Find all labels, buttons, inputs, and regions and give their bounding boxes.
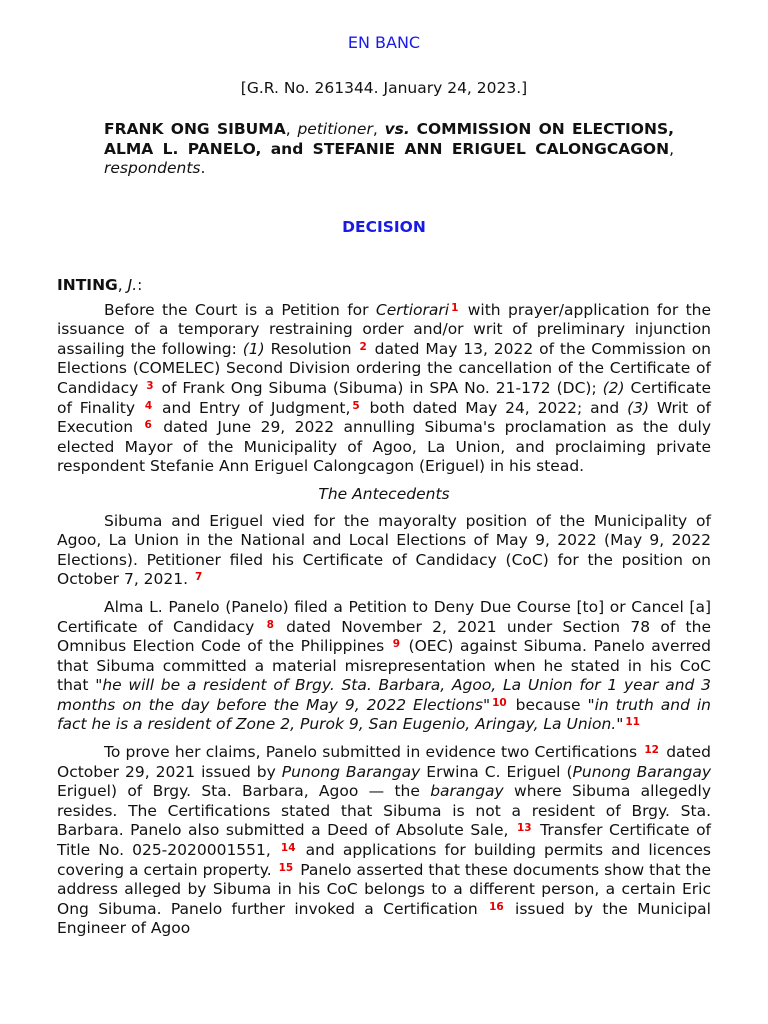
footnote-link-15[interactable]: 15: [278, 861, 294, 874]
footnote-link-10[interactable]: 10: [492, 696, 507, 709]
ponente: INTING, J.:: [57, 276, 143, 294]
respondents-names: COMMISSION ON ELECTIONS, ALMA L. PANELO, and STEFANIE ANN ERIGUEL CALONGCAGON: [104, 120, 675, 158]
respondents-role: respondents: [104, 159, 201, 177]
footnote-link-4[interactable]: 4: [144, 399, 153, 412]
section-heading-antecedents: The Antecedents: [318, 484, 450, 503]
petitioner-name: FRANK ONG SIBUMA: [104, 120, 286, 138]
footnote-link-2[interactable]: 2: [359, 340, 367, 353]
division-label: EN BANC: [347, 33, 421, 52]
footnote-link-13[interactable]: 13: [516, 822, 532, 835]
petitioner-role: petitioner: [297, 120, 373, 138]
footnote-link-14[interactable]: 14: [280, 842, 296, 855]
footnote-link-1[interactable]: 1: [451, 301, 459, 314]
case-number: [G.R. No. 261344. January 24, 2023.]: [240, 79, 528, 97]
paragraph-1: Before the Court is a Petition for Certiorari $^1$ with prayer/application for the issuance of a temporary restraining order and/or writ of preliminary injunction assailing the following: (1) Resolution $^2$ dated May 13, 2022 of the Commission on Elections (COMELEC) Second Division ordering the cancellation of the Certificate of Candidacy $^3$ of Frank Ong Sibuma (Sibuma) in SPA No. 21-172 (DC); (2) Certificate of Finality $^4$ and Entry of Judgment, $^5$ both dated May 24, 2022; and (3) Writ of Execution $^6$ dated June 29, 2022 annulling Sibuma's proclamation as the duly elected Mayor of the Municipality of Agoo, La Union, and proclaiming private respondent Stefanie Ann Eriguel Calongcagon (Eriguel) in his stead.: [57, 300, 712, 476]
footnote-link-16[interactable]: 16: [489, 900, 504, 913]
versus-label: vs.: [384, 120, 410, 138]
paragraph-3: Alma L. Panelo (Panelo) filed a Petition to Deny Due Course [to] or Cancel [a] Certificate of Candidacy $^8$ dated November 2, 2021 under Section 78 of the Omnibus Election Code of the Philippines $^9$ (OEC) against Sibuma. Panelo averred that Sibuma committed a material misrepresentation when he stated in his CoC that "he will be a resident of Brgy. Sta. Barbara, Agoo, La Union for 1 year and 3 months on the day before the May 9, 2022 Elections" $^{10}$ because "in truth and in fact he is a resident of Zone 2, Purok 9, San Eugenio, Aringay, La Union." $^{11}$: [57, 597, 711, 734]
decision-body: [57, 276, 711, 947]
paragraph-4: To prove her claims, Panelo submitted in evidence two Certifications $^{12}$ dated October 29, 2021 issued by Punong Barangay Erwina C. Eriguel (Punong Barangay Eriguel) of Brgy. Sta. Barbara, Agoo — the barangay where Sibuma allegedly resides. The Certifications stated that Sibuma is not a resident of Brgy. Sta. Barbara. Panelo also submitted a Deed of Absolute Sale, $^{13}$ Transfer Certificate of Title No. 025-2020001551, $^{14}$ and applications for building permits and licences covering a certain property. $^{15}$ Panelo asserted that these documents show that the address alleged by Sibuma in his CoC belongs to a different person, a certain Eric Ong Sibuma. Panelo further invoked a Certification $^{16}$ issued by the Municipal Engineer of Agoo: [57, 743, 712, 938]
ponente-title: J.: [127, 276, 138, 294]
ponente-name: INTING: [57, 276, 118, 294]
footnote-link-7[interactable]: 7: [194, 571, 203, 584]
case-parties: FRANK ONG SIBUMA, petitioner, vs. COMMISSION ON ELECTIONS, ALMA L. PANELO, and STEFANIE ANN ERIGUEL CALONGCAGON, respondents.: [104, 120, 675, 177]
paragraph-2: Sibuma and Eriguel vied for the mayoralty position of the Municipality of Agoo, La Union in the National and Local Elections of May 9, 2022 (May 9, 2022 Elections). Petitioner filed his Certificate of Candidacy (CoC) for the position on October 7, 2021. $^7$: [57, 511, 711, 589]
footnote-link-11[interactable]: 11: [625, 716, 640, 729]
footnote-link-9[interactable]: 9: [392, 638, 401, 651]
footnote-link-3[interactable]: 3: [146, 379, 154, 392]
footnote-link-5[interactable]: 5: [352, 399, 360, 412]
decision-title: DECISION: [342, 218, 426, 236]
footnote-link-6[interactable]: 6: [144, 419, 152, 432]
footnote-link-8[interactable]: 8: [266, 618, 274, 631]
footnote-link-12[interactable]: 12: [644, 744, 659, 757]
